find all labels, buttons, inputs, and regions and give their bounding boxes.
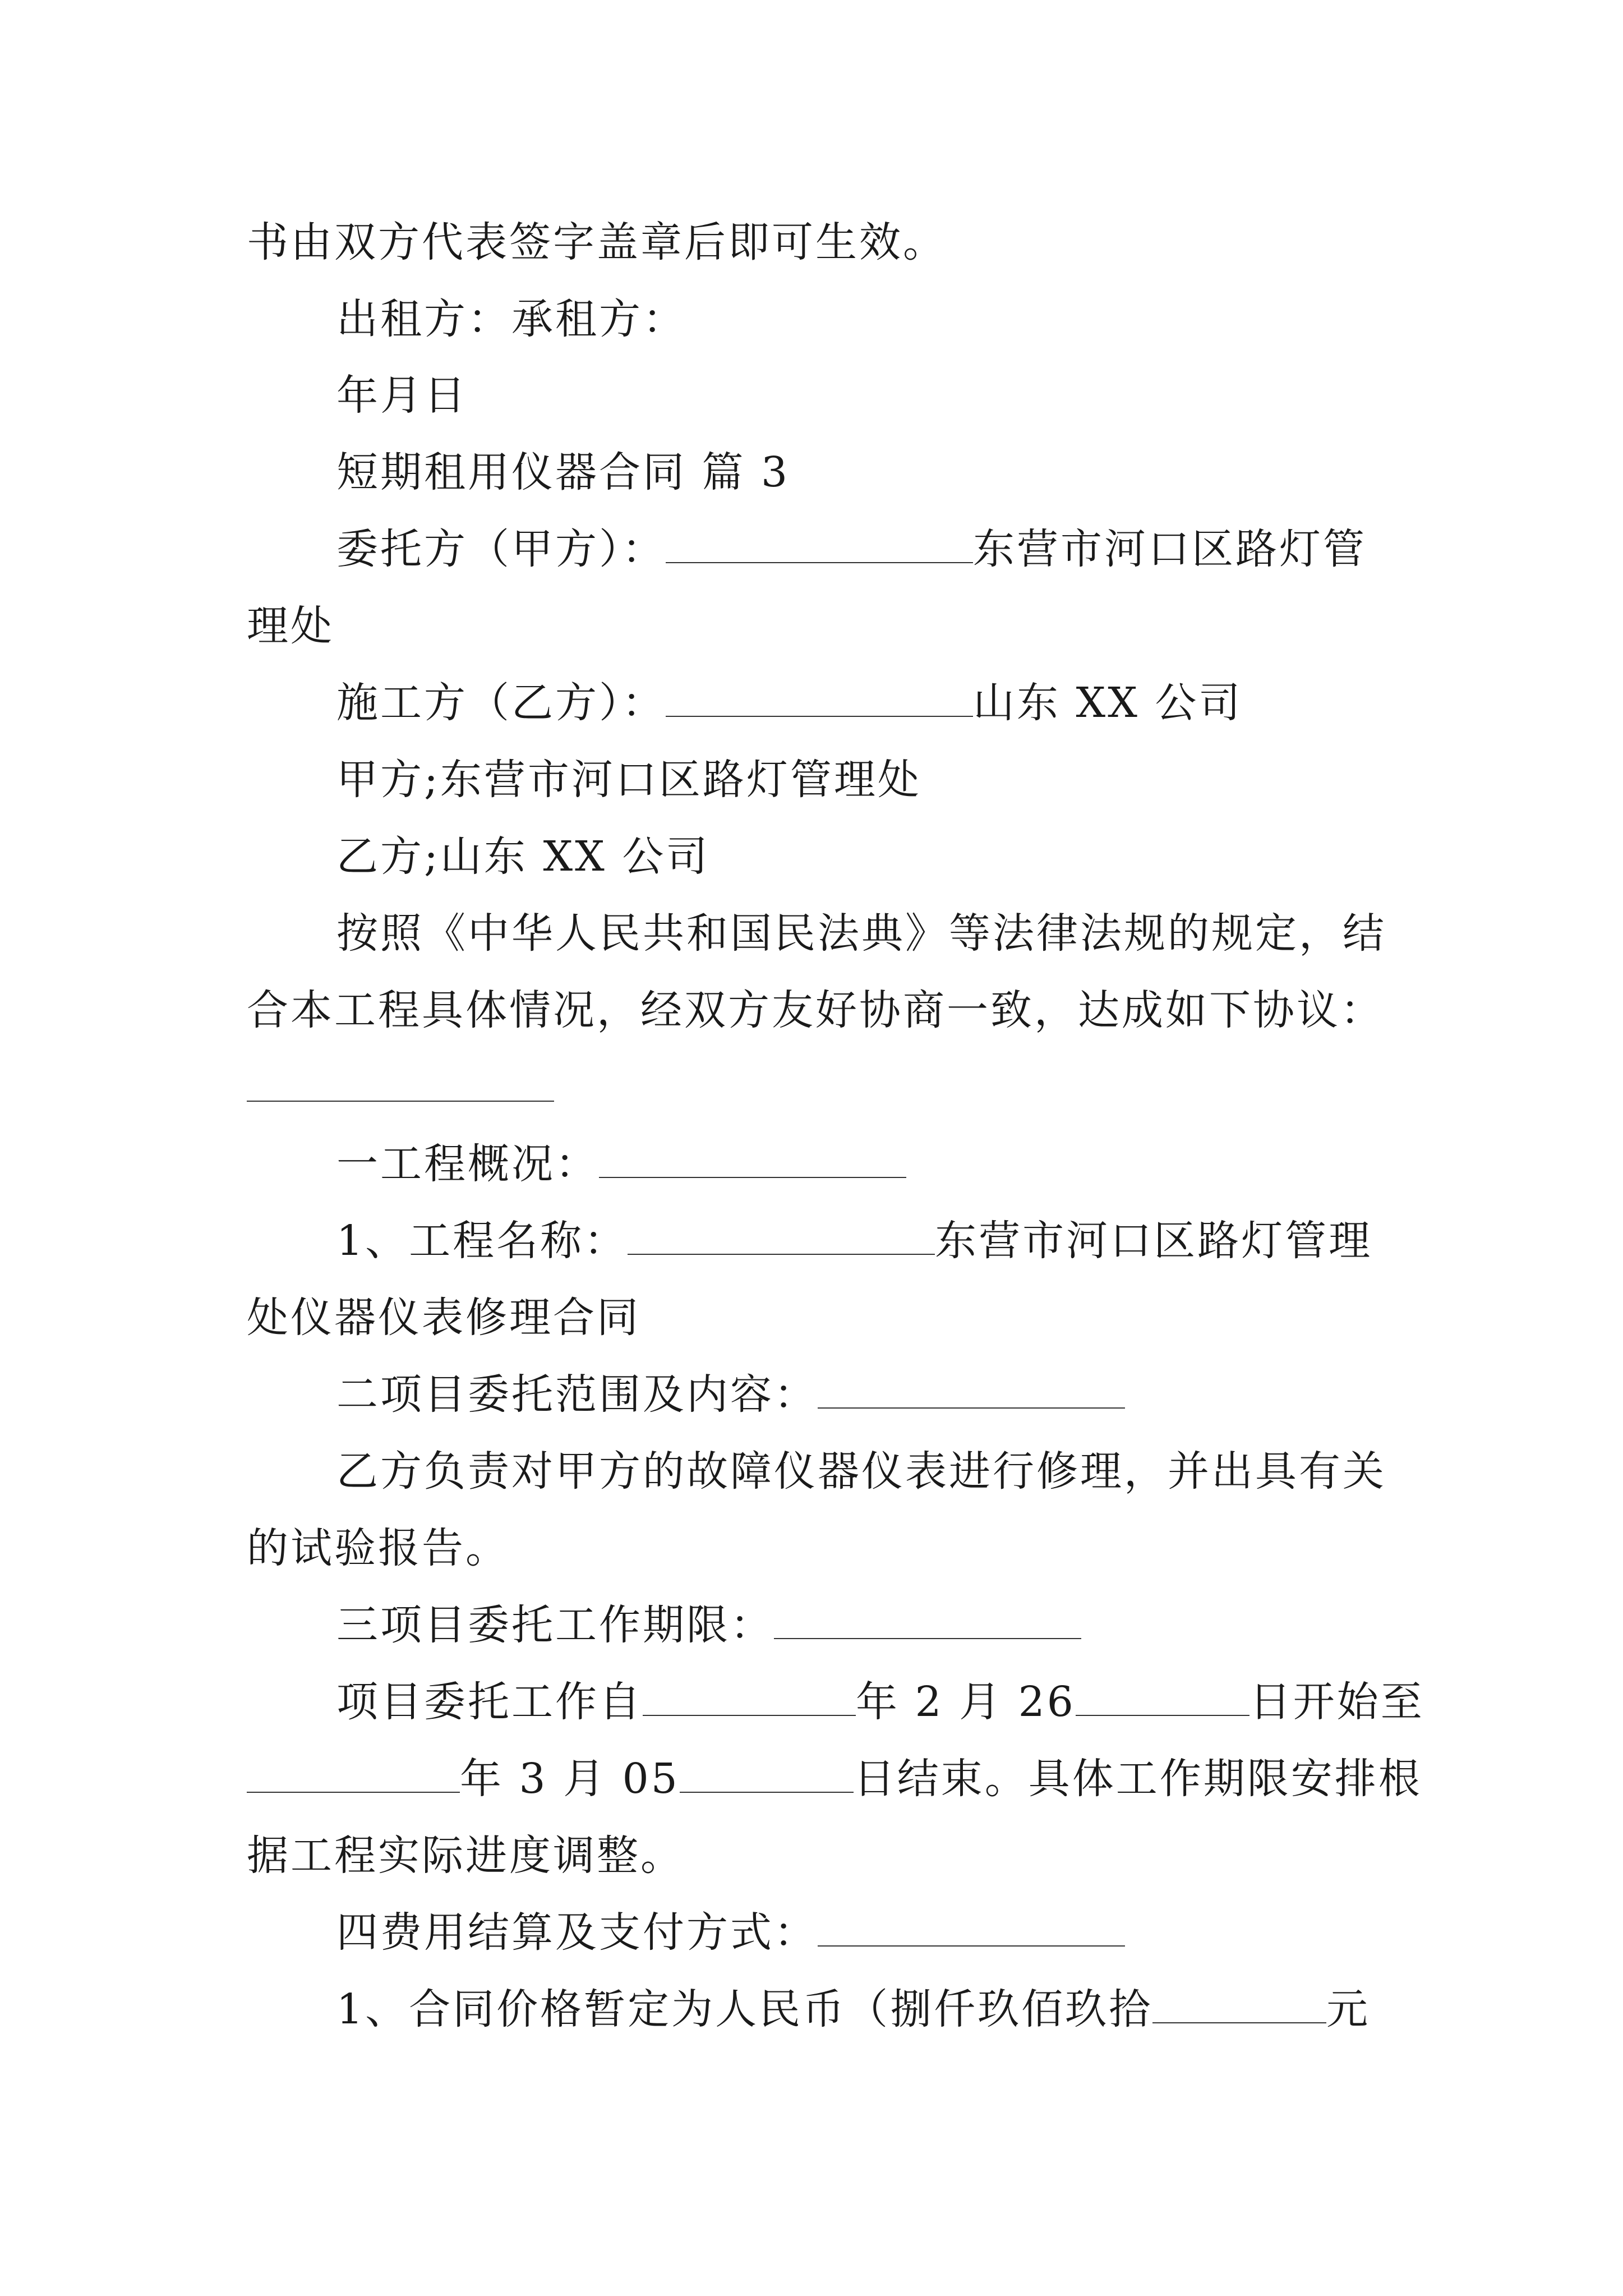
line-text: 山东 XX 公司 (973, 679, 1243, 727)
line-text: 按照《中华人民共和国民法典》等法律法规的规定，结 (336, 909, 1386, 958)
line-text: 1、合同价格暂定为人民币（捌仟玖佰玖拾 (336, 1985, 1153, 2033)
line-text: 理处 (247, 602, 334, 650)
text-line (336, 295, 686, 343)
line-text: 乙方负责对甲方的故障仪器仪表进行修理，并出具有关 (336, 1447, 1386, 1496)
line-text: 东营市河口区路灯管 (973, 525, 1367, 573)
text-line (336, 1908, 1125, 1957)
line-text: 三项目委托工作期限： (336, 1601, 774, 1649)
text-line (336, 1601, 1081, 1649)
blank-underline (247, 1758, 460, 1793)
text-line (336, 1985, 1371, 2033)
section-heading (336, 448, 790, 496)
text-line (247, 1832, 684, 1880)
blank-underline (628, 1220, 935, 1255)
blank-underline (818, 1912, 1125, 1947)
line-text: 二项目委托范围及内容： (336, 1370, 818, 1419)
line-text: 处仪器仪表修理合同 (247, 1294, 640, 1342)
blank-underline (666, 682, 973, 717)
blank-underline (818, 1374, 1125, 1409)
text-line (247, 218, 947, 266)
text-line (247, 1294, 640, 1342)
text-line (247, 1755, 1422, 1803)
text-line (336, 525, 1367, 573)
text-line (336, 756, 921, 804)
text-line (247, 1524, 509, 1572)
text-line (336, 1140, 906, 1188)
line-text: 出租方：承租方： (336, 295, 686, 343)
blank-underline (666, 528, 973, 563)
line-text: 据工程实际进度调整。 (247, 1832, 684, 1880)
line-text: 的试验报告。 (247, 1524, 509, 1572)
text-line (336, 371, 468, 420)
blank-underline (774, 1604, 1081, 1639)
line-text: 年 2 月 26 (856, 1678, 1076, 1726)
text-line (336, 1447, 1386, 1496)
text-line (336, 832, 710, 881)
blank-underline (643, 1681, 856, 1716)
blank-underline (599, 1143, 906, 1178)
line-text: 乙方;山东 XX 公司 (336, 832, 710, 881)
line-text: 合本工程具体情况，经双方友好协商一致，达成如下协议： (247, 986, 1384, 1034)
line-text: 四费用结算及支付方式： (336, 1908, 818, 1957)
line-text: 书由双方代表签字盖章后即可生效。 (247, 218, 947, 266)
line-text: 项目委托工作自 (336, 1678, 643, 1726)
blank-underline (1152, 1989, 1326, 2023)
line-text: 东营市河口区路灯管理 (935, 1217, 1373, 1265)
line-text: 日开始至 (1249, 1678, 1424, 1726)
line-text: 施工方（乙方）： (336, 679, 666, 727)
line-text: 委托方（甲方）： (336, 525, 666, 573)
line-text: 年月日 (336, 371, 468, 420)
line-text: 年 3 月 05 (460, 1755, 680, 1803)
blank-underline (680, 1758, 854, 1793)
text-line (336, 1678, 1424, 1726)
blank-underline (1076, 1681, 1249, 1716)
line-text: 日结束。具体工作期限安排根 (853, 1755, 1422, 1803)
text-line (247, 602, 334, 650)
text-line (336, 909, 1386, 958)
line-text: 1、工程名称： (336, 1217, 628, 1265)
text-line (247, 986, 1384, 1034)
text-line (336, 1370, 1125, 1419)
line-text: 甲方;东营市河口区路灯管理处 (336, 756, 921, 804)
text-line (336, 1217, 1373, 1265)
text-line (336, 679, 1243, 727)
line-text: 一工程概况： (336, 1140, 599, 1188)
blank-underline (247, 1101, 554, 1102)
line-text: 元 (1326, 1985, 1371, 2033)
line-text: 短期租用仪器合同 篇 3 (336, 448, 790, 496)
